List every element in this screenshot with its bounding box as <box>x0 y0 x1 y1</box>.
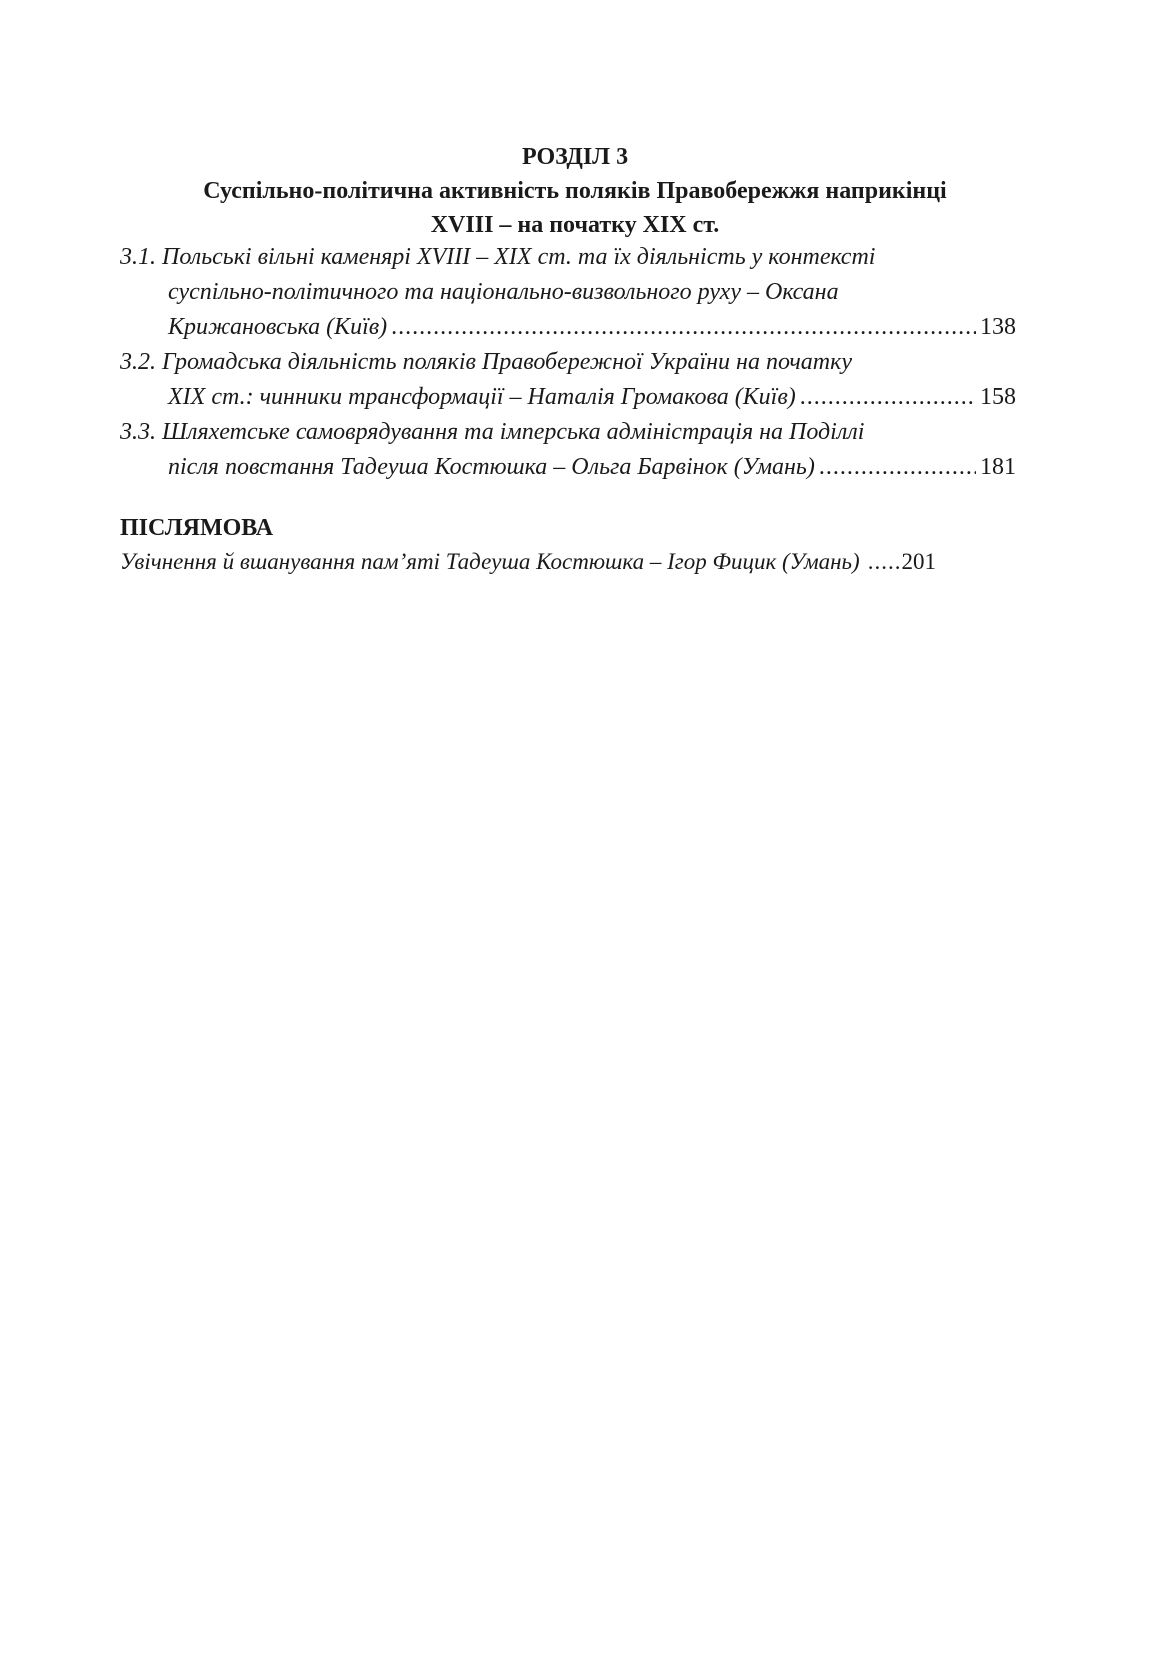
toc-page-number: 158 <box>980 384 1016 410</box>
toc-entry-last-line <box>120 310 1016 345</box>
dot-leader <box>800 380 976 415</box>
toc-entry-text: Громадська діяльність поляків Правобережної України на початку <box>162 349 852 375</box>
dot-leader: ..... <box>867 549 902 574</box>
toc-entry-text: Увічнення й вшанування пам’яті Тадеуша Костюшка – Ігор Фицик (Умань) <box>120 549 860 574</box>
toc-page-number: 138 <box>980 314 1016 340</box>
toc-entry-last-line <box>120 380 1016 415</box>
toc-entry-line <box>120 345 1016 380</box>
toc-entry-line <box>120 415 1016 450</box>
toc-entry-afterword[interactable] <box>120 545 990 579</box>
toc-entry-number: 3.3. <box>120 419 156 445</box>
toc-entry-text: XIX ст.: чинники трансформації – Наталія Громакова (Київ) <box>168 384 796 410</box>
toc-entry-text: Шляхетське самоврядування та імперська адміністрація на Поділлі <box>162 419 865 445</box>
toc-entry-text: суспільно-політичного та національно-визвольного руху – Оксана <box>168 279 839 305</box>
toc-entry-3-1[interactable] <box>120 240 1016 345</box>
toc-entry-3-2[interactable] <box>120 345 1016 415</box>
dot-leader <box>819 450 976 485</box>
toc-page-number: 201 <box>901 549 936 574</box>
toc-entry-text: Крижановська (Київ) <box>168 314 388 340</box>
section-label: РОЗДІЛ 3 <box>521 144 629 170</box>
toc-entry-line <box>120 240 1016 275</box>
toc-entry-3-3[interactable] <box>120 415 1016 485</box>
toc-entry-last-line <box>120 450 1016 485</box>
toc-entry-text: Польські вільні каменярі XVIII – XIX ст. та їх діяльність у контексті <box>162 244 876 270</box>
toc-entry-number: 3.1. <box>120 244 156 270</box>
toc-entry-number: 3.2. <box>120 349 156 375</box>
toc-page-number: 181 <box>980 454 1016 480</box>
dot-leader <box>391 310 976 345</box>
section-title: Суспільно-політична активність поляків Правобережжя наприкінці <box>203 178 947 204</box>
section-title-continued: XVIII – на початку XIX ст. <box>430 212 720 238</box>
toc-entry-text: після повстання Тадеуша Костюшка – Ольга Барвінок (Умань) <box>168 454 815 480</box>
afterword-heading: ПІСЛЯМОВА <box>120 515 274 541</box>
